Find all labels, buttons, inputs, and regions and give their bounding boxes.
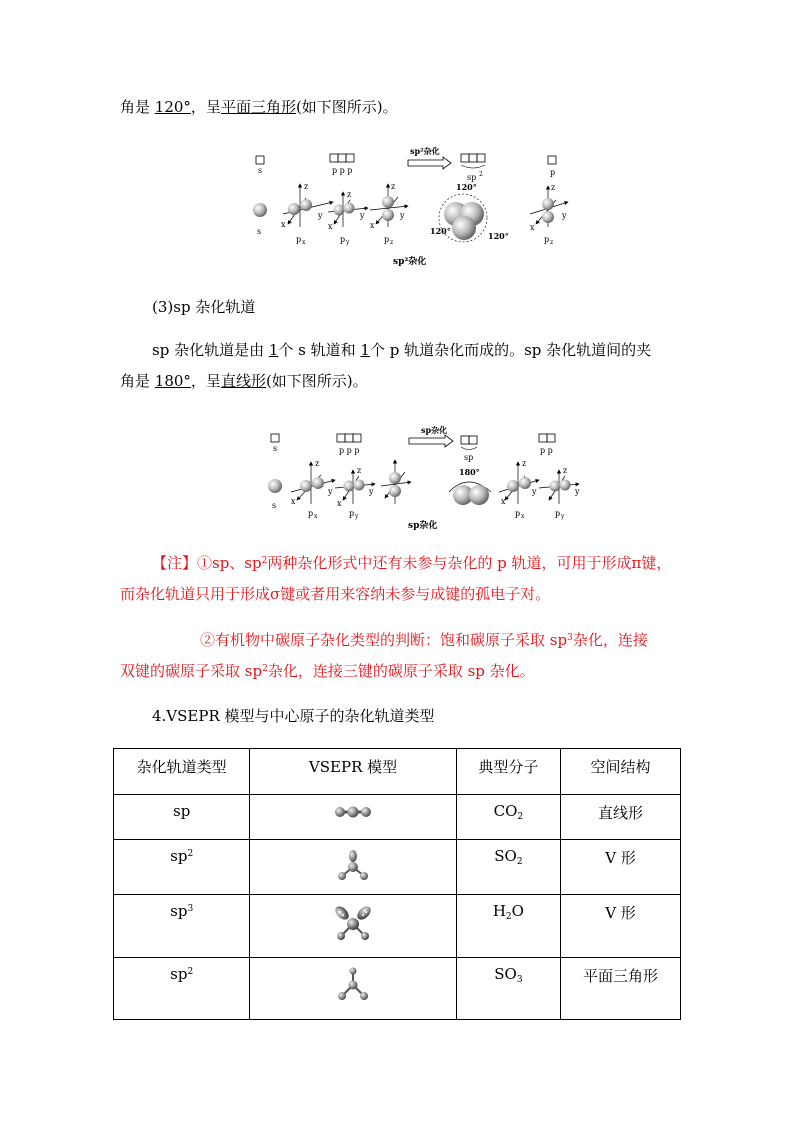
table-header-row: [114, 749, 681, 795]
model-tetrahedral-lone-pairs: [250, 895, 456, 958]
model-trigonal-planar: [250, 958, 456, 1020]
sp-linear-orbitals: [449, 467, 491, 505]
paragraph-sp-def: sp 杂化轨道是由 1个 s 轨道和 1个 p 轨道杂化而成的。sp 杂化轨道间的夹: [152, 341, 652, 359]
svg-text:y: y: [318, 211, 323, 220]
note-line-4: 双键的碳原子采取 $sp^2$杂化，连接三键的碳原子采取 sp 杂化。: [120, 662, 535, 680]
label-ppp: p p p: [332, 166, 353, 175]
answer-1-s: 1: [268, 341, 279, 359]
label-s-bottom: s: [257, 227, 262, 236]
s-orbital-box: [256, 156, 264, 164]
pz-orbital: [381, 460, 411, 504]
figure-sp2-hybridization: [248, 142, 578, 272]
note-line-1: 【注】①sp、$sp^2$两种杂化形式中还有未参与杂化的 p 轨道，可用于形成π键，: [152, 554, 672, 572]
header-spatial-structure: 空间结构: [561, 749, 681, 795]
tetrahedral-model-icon: [331, 902, 375, 946]
note-line-3: ②有机物中碳原子杂化类型的判断：饱和碳原子采取 $sp^3$杂化，连接: [200, 631, 648, 649]
py-orbital: [328, 190, 368, 246]
svg-text:y: y: [575, 487, 580, 496]
svg-text:p: p: [555, 509, 561, 518]
svg-text:p p: p p: [540, 446, 553, 455]
unhybridized-pz-orbital: [530, 183, 568, 246]
svg-text:x: x: [501, 497, 506, 506]
svg-text:p: p: [544, 235, 550, 244]
trigonal-planar-model-icon: [335, 965, 371, 1003]
svg-text:z: z: [550, 239, 554, 246]
label-p: p: [550, 168, 556, 177]
svg-text:x: x: [281, 220, 286, 229]
svg-text:z: z: [391, 182, 396, 191]
header-typical-molecule: 典型分子: [456, 749, 560, 795]
svg-text:y: y: [369, 487, 374, 496]
svg-text:y: y: [562, 211, 567, 220]
answer-planar-triangle: 平面三角形: [220, 98, 296, 116]
py-orbital: [335, 466, 375, 520]
paragraph-sp-angle: 角是 180°，呈直线形(如下图所示)。: [120, 372, 368, 390]
svg-text:z: z: [347, 190, 352, 199]
svg-text:z: z: [551, 183, 556, 192]
svg-text:sp: sp: [464, 453, 474, 462]
sp2-trigonal-orbitals: [430, 182, 509, 242]
angle-120-top: 120°: [456, 182, 477, 192]
svg-text:z: z: [315, 459, 320, 468]
answer-120-degree: 120°: [154, 98, 191, 116]
svg-text:x: x: [302, 239, 306, 246]
note-line-2: 而杂化轨道只用于形成σ键或者用来容纳未参与成键的孤电子对。: [120, 585, 551, 603]
answer-180-degree: 180°: [154, 372, 191, 390]
answer-1-p: 1: [360, 341, 370, 359]
text: (如下图所示)。: [295, 98, 398, 116]
svg-text:y: y: [355, 513, 359, 520]
table-row: $sp^3$ $H_2O$ V 形: [114, 895, 681, 958]
s-orbital-sphere: [253, 203, 267, 217]
svg-text:z: z: [357, 466, 362, 475]
px-orbital: [291, 459, 335, 520]
linear-model-icon: [333, 802, 373, 822]
figure-caption-sp: sp杂化: [408, 521, 438, 531]
table-row: sp $CO_2$ 直线形: [114, 795, 681, 840]
svg-text:x: x: [370, 221, 375, 230]
svg-text:p: p: [340, 235, 346, 244]
figure-caption-sp2: sp²杂化: [393, 257, 427, 267]
text: ，呈: [190, 98, 221, 116]
svg-text:x: x: [337, 499, 342, 508]
heading-sp-hybrid: (3)sp 杂化轨道: [152, 298, 256, 316]
svg-text:p: p: [349, 509, 355, 518]
angle-120-left: 120°: [430, 226, 451, 236]
svg-text:p: p: [296, 235, 302, 244]
svg-text:x: x: [314, 513, 318, 520]
paragraph-sp2-angle: [120, 97, 398, 117]
label-sp2: sp: [467, 173, 477, 182]
svg-text:x: x: [291, 497, 296, 506]
svg-text:y: y: [400, 211, 405, 220]
svg-text:p p p: p p p: [339, 446, 360, 455]
svg-text:2: 2: [479, 171, 483, 178]
hybridization-arrow: [408, 157, 451, 169]
svg-text:z: z: [304, 182, 309, 191]
svg-text:y: y: [328, 487, 333, 496]
pz-orbital: [370, 182, 408, 246]
header-hybrid-type: 杂化轨道类型: [114, 749, 250, 795]
svg-text:z: z: [390, 239, 394, 246]
svg-text:z: z: [522, 459, 527, 468]
table-row: $sp^2$ $SO_3$ 平面三角形: [114, 958, 681, 1020]
svg-text:p: p: [308, 509, 314, 518]
svg-text:p: p: [384, 235, 390, 244]
svg-text:y: y: [360, 211, 365, 220]
answer-linear: 直线形: [220, 372, 266, 390]
svg-text:y: y: [561, 513, 565, 520]
trigonal-lone-pair-model-icon: [335, 847, 371, 883]
svg-text:y: y: [532, 487, 537, 496]
angle-180: 180°: [459, 467, 480, 477]
svg-text:p: p: [515, 509, 521, 518]
vsepr-table: [113, 748, 681, 1020]
svg-text:y: y: [346, 239, 350, 246]
table-row: $sp^2$ $SO_2$ V 形: [114, 840, 681, 895]
svg-text:x: x: [521, 513, 525, 520]
unhybridized-p-orbitals: [499, 459, 580, 520]
arrow-label-sp: sp杂化: [421, 425, 448, 435]
svg-text:z: z: [563, 466, 568, 475]
model-trigonal-lone-pair: [250, 840, 456, 895]
figure-sp-hybridization: [263, 420, 583, 532]
header-vsepr-model: VSEPR 模型: [250, 749, 456, 795]
model-linear: [250, 795, 456, 840]
heading-vsepr: 4.VSEPR 模型与中心原子的杂化轨道类型: [152, 707, 435, 725]
svg-text:x: x: [530, 223, 535, 232]
px-orbital: [281, 182, 333, 246]
label-s: s: [258, 166, 263, 175]
svg-text:s: s: [272, 501, 277, 510]
text: 角是: [120, 98, 155, 116]
arrow-label-sp2: sp²杂化: [410, 146, 440, 156]
svg-text:s: s: [273, 444, 278, 453]
svg-text:x: x: [328, 222, 333, 231]
angle-120-right: 120°: [488, 231, 509, 241]
